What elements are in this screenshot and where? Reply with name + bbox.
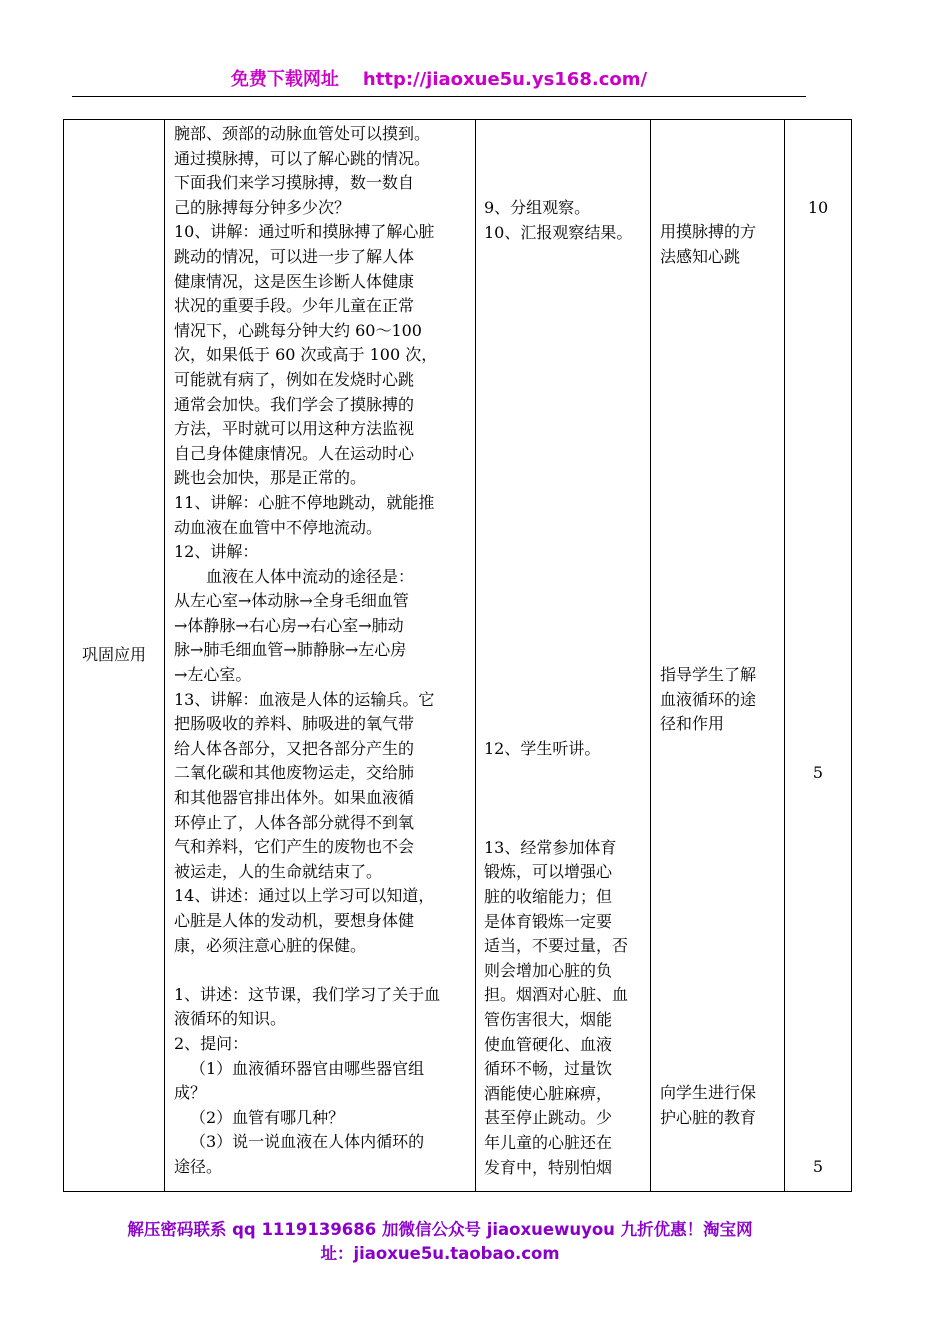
teacher-line: 环停止了，人体各部分就得不到氧 <box>174 812 415 832</box>
teacher-line: 13、讲解：血液是人体的运输兵。它 <box>174 689 435 709</box>
student-line: 担。烟酒对心脏、血 <box>484 985 629 1005</box>
teacher-line: →体静脉→右心房→右心室→肺动 <box>174 615 404 635</box>
teacher-line: 二氧化碳和其他废物运走，交给肺 <box>174 763 415 783</box>
teacher-line: 心脏是人体的发动机，要想身体健 <box>174 911 415 930</box>
teacher-line: 通过摸脉搏，可以了解心跳的情况。 <box>174 148 431 168</box>
teacher-line: 气和养料，它们产生的废物也不会 <box>174 837 415 857</box>
time-value: 10 <box>807 198 829 217</box>
student-line: 适当，不要过量，否 <box>484 936 629 956</box>
student-line: 酒能使心脏麻痹， <box>484 1083 613 1103</box>
teacher-line: 健康情况，这是医生诊断人体健康 <box>174 271 415 291</box>
teacher-line: 方法，平时就可以用这种方法监视 <box>174 419 415 439</box>
teacher-line: 下面我们来学习摸脉搏，数一数自 <box>174 173 415 193</box>
footer-line-2: 址：jiaoxue5u.taobao.com <box>320 1244 560 1263</box>
stage-label: 巩固应用 <box>81 645 146 665</box>
purpose-line: 用摸脉搏的方 <box>660 222 757 241</box>
purpose-line: 法感知心跳 <box>660 246 741 266</box>
teacher-line: 10、讲解：通过听和摸脉搏了解心脏 <box>174 222 435 242</box>
teacher-line: 把肠吸收的养料、肺吸进的氧气带 <box>174 714 415 734</box>
student-line: 发育中，特别怕烟 <box>484 1157 613 1177</box>
teacher-line: （1）血液循环器官由哪些器官组 <box>190 1058 425 1078</box>
student-line: 甚至停止跳动。少 <box>484 1108 613 1128</box>
purpose-line: 血液循环的途 <box>660 689 757 709</box>
header-label: 免费下载网址 <box>230 69 339 90</box>
teacher-line: 通常会加快。我们学会了摸脉搏的 <box>174 394 415 414</box>
teacher-line: 1、讲述：这节课，我们学习了关于血 <box>174 984 441 1004</box>
teacher-line: 状况的重要手段。少年儿童在正常 <box>174 296 415 316</box>
student-line: 使血管硬化、血液 <box>484 1034 613 1054</box>
stage-cell <box>64 120 165 1192</box>
teacher-activity-cell <box>165 120 476 1192</box>
student-line: 12、学生听讲。 <box>484 739 601 759</box>
teacher-line: （3）说一说血液在人体内循环的 <box>190 1132 425 1152</box>
teacher-line: 自己身体健康情况。人在运动时心 <box>174 443 415 463</box>
teacher-line: 和其他器官排出体外。如果血液循 <box>174 788 415 808</box>
teacher-line: 14、讲述：通过以上学习可以知道， <box>174 886 435 906</box>
teacher-line: 给人体各部分，又把各部分产生的 <box>174 738 415 758</box>
teacher-line: 血液在人体中流动的途径是： <box>206 566 415 586</box>
teacher-line: 可能就有病了，例如在发烧时心跳 <box>174 369 415 389</box>
teacher-line: 脉→肺毛细血管→肺静脉→左心房 <box>174 640 407 660</box>
teacher-line: 成？ <box>174 1083 207 1103</box>
student-line: 是体育锻炼一定要 <box>484 911 613 931</box>
teacher-line: 途径。 <box>174 1156 223 1176</box>
purpose-line: 向学生进行保 <box>660 1082 757 1102</box>
teacher-line: 康，必须注意心脏的保健。 <box>174 935 367 955</box>
student-line: 脏的收缩能力；但 <box>484 886 613 906</box>
lesson-table <box>63 119 852 1192</box>
time-value: 5 <box>812 1157 824 1177</box>
teacher-line: 情况下，心跳每分钟大约 60～100 <box>174 320 422 340</box>
teacher-line: 腕部、颈部的动脉血管处可以摸到。 <box>174 124 431 143</box>
teacher-line: 从左心室→体动脉→全身毛细血管 <box>174 591 409 611</box>
teacher-line: 被运走，人的生命就结束了。 <box>174 861 383 881</box>
teacher-line: 2、提问： <box>174 1033 249 1053</box>
purpose-cell <box>651 120 785 1192</box>
teacher-line: 动血液在血管中不停地流动。 <box>174 517 383 537</box>
time-value: 5 <box>812 762 824 782</box>
header-url-link[interactable]: http://jiaoxue5u.ys168.com/ <box>362 69 648 90</box>
page-footer <box>60 1218 820 1266</box>
teacher-line: 次，如果低于 60 次或高于 100 次， <box>174 345 438 365</box>
student-activity-cell <box>476 120 651 1192</box>
purpose-line: 指导学生了解 <box>660 665 757 685</box>
time-cell <box>785 120 852 1192</box>
purpose-line: 护心脏的教育 <box>660 1107 757 1127</box>
page-header <box>72 66 806 97</box>
student-line: 9、分组观察。 <box>484 198 591 217</box>
teacher-line: 己的脉搏每分钟多少次？ <box>174 197 351 217</box>
teacher-line: （2）血管有哪几种？ <box>190 1107 345 1127</box>
student-line: 13、经常参加体育 <box>484 837 617 857</box>
teacher-line: 11、讲解：心脏不停地跳动，就能推 <box>174 492 435 512</box>
teacher-line: 液循环的知识。 <box>174 1009 287 1029</box>
student-line: 循环不畅，过量饮 <box>484 1059 613 1079</box>
teacher-line: →左心室。 <box>174 665 252 685</box>
student-line: 锻炼，可以增强心 <box>484 862 613 882</box>
student-line: 10、汇报观察结果。 <box>484 222 633 242</box>
student-line: 年儿童的心脏还在 <box>484 1132 613 1152</box>
footer-line-1: 解压密码联系 qq 1119139686 加微信公众号 jiaoxuewuyou 九折优惠！淘宝网 <box>127 1220 753 1239</box>
student-line: 则会增加心脏的负 <box>484 960 613 980</box>
purpose-line: 径和作用 <box>660 714 725 734</box>
teacher-line: 12、讲解： <box>174 542 259 562</box>
teacher-line: 跳也会加快，那是正常的。 <box>174 468 367 488</box>
teacher-line: 跳动的情况，可以进一步了解人体 <box>174 246 415 266</box>
student-line: 管伤害很大，烟能 <box>484 1009 613 1029</box>
blank-line <box>174 958 467 983</box>
